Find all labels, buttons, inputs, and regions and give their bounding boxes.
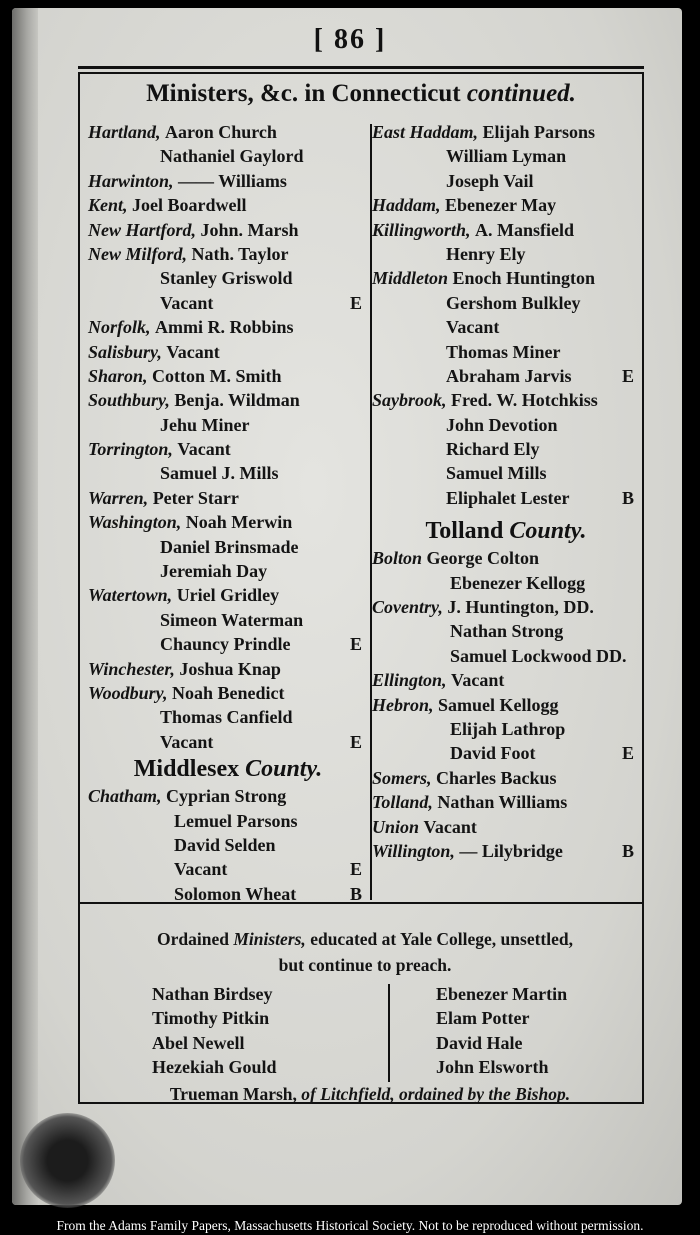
county-heading	[372, 516, 640, 546]
ordained-minister-name: Hezekiah Gould	[152, 1057, 277, 1078]
town-name: Bolton	[372, 548, 427, 569]
minister-name: Richard Ely	[446, 439, 540, 460]
minister-entry	[88, 461, 368, 485]
town-name: Sharon,	[88, 365, 153, 386]
county-name: Tolland	[425, 518, 510, 545]
minister-entry	[88, 510, 368, 534]
minister-name: Nathan Williams	[437, 792, 568, 813]
minister-name: Eliphalet Lester	[446, 487, 570, 508]
minister-name: Gershom Bulkley	[446, 292, 581, 313]
town-name: Union	[372, 816, 424, 837]
minister-entry	[88, 486, 368, 510]
town-name: Kent,	[88, 195, 133, 216]
minister-name: Thomas Canfield	[160, 707, 293, 728]
minister-entry	[372, 486, 640, 510]
minister-entry	[372, 461, 640, 485]
minister-name: David Foot	[450, 743, 536, 764]
minister-entry	[372, 741, 640, 765]
minister-entry	[372, 546, 640, 570]
minister-entry	[88, 681, 368, 705]
minister-name: Vacant	[174, 859, 228, 880]
minister-name: Vacant	[166, 341, 220, 362]
minister-name: John. Marsh	[200, 219, 299, 240]
minister-name: Noah Merwin	[185, 512, 293, 533]
minister-entry	[88, 784, 368, 808]
right-column	[372, 120, 640, 863]
top-rule	[78, 66, 644, 69]
town-name: East Haddam,	[372, 122, 483, 142]
minister-name: Chauncy Prindle	[160, 634, 291, 655]
left-column	[88, 120, 368, 906]
denomination-mark: B	[621, 487, 634, 508]
minister-entry	[372, 693, 640, 717]
minister-entry	[372, 766, 640, 790]
town-name: New Milford,	[88, 243, 192, 264]
minister-name: Cotton M. Smith	[152, 365, 282, 386]
minister-entry	[88, 437, 368, 461]
minister-entry	[372, 218, 640, 242]
town-name: Middleton	[372, 268, 453, 289]
town-name: Hartland,	[88, 122, 166, 142]
minister-entry	[372, 839, 640, 863]
minister-entry	[88, 809, 368, 833]
ordained-minister-name: Abel Newell	[152, 1032, 245, 1053]
closing-name: Trueman Marsh,	[169, 1084, 297, 1104]
minister-name: Cyprian Strong	[166, 786, 287, 807]
minister-entry	[372, 413, 640, 437]
minister-entry	[88, 705, 368, 729]
minister-entry	[88, 364, 368, 388]
town-name: Ellington,	[372, 670, 452, 691]
minister-entry	[372, 340, 640, 364]
minister-entry	[372, 571, 640, 595]
minister-entry	[88, 632, 368, 656]
minister-entry	[88, 388, 368, 412]
town-name: Willington,	[372, 840, 460, 861]
minister-name: Joshua Knap	[179, 658, 281, 679]
town-name: Woodbury,	[88, 682, 173, 703]
minister-name: Vacant	[160, 292, 214, 313]
town-name: Warren,	[88, 487, 153, 508]
minister-name: David Selden	[174, 834, 276, 855]
minister-entry	[372, 193, 640, 217]
minister-name: Ebenezer Kellogg	[450, 572, 586, 593]
minister-entry	[372, 437, 640, 461]
denomination-mark: E	[349, 859, 362, 880]
minister-name: Samuel Kellogg	[438, 694, 559, 715]
minister-name: Vacant	[446, 317, 500, 338]
minister-name: Samuel Mills	[446, 463, 547, 484]
ordained-minister-name: Ebenezer Martin	[436, 984, 568, 1004]
minister-entry	[372, 364, 640, 388]
minister-entry	[88, 291, 368, 315]
minister-entry	[88, 144, 368, 168]
ordained-heading	[100, 926, 630, 978]
town-name: Hebron,	[372, 694, 439, 715]
minister-entry	[88, 242, 368, 266]
minister-name: Charles Backus	[436, 767, 557, 788]
minister-name: Simeon Waterman	[160, 609, 304, 630]
minister-entry	[372, 144, 640, 168]
minister-entry	[372, 717, 640, 741]
ordained-line2: but continue to preach.	[278, 955, 452, 975]
denomination-mark: E	[349, 634, 362, 655]
minister-entry	[88, 730, 368, 754]
minister-entry	[372, 291, 640, 315]
minister-name: Daniel Brinsmade	[160, 536, 299, 557]
minister-name: John Devotion	[446, 414, 558, 435]
minister-name: Abraham Jarvis	[446, 365, 572, 386]
ordained-divider	[388, 984, 390, 1082]
town-name: Saybrook,	[372, 390, 452, 411]
minister-entry	[88, 413, 368, 437]
minister-name: Enoch Huntington	[452, 268, 596, 289]
minister-entry	[88, 833, 368, 857]
ordained-minister-name: John Elsworth	[436, 1057, 549, 1078]
closing-line	[100, 1084, 640, 1105]
ordained-list-left	[152, 982, 277, 1080]
page-binding-shadow	[12, 8, 38, 1205]
town-name: Norfolk,	[88, 317, 155, 338]
minister-name: — Lilybridge	[459, 840, 563, 861]
minister-name: William Lyman	[446, 146, 567, 167]
minister-name: Solomon Wheat	[174, 883, 297, 904]
ordained-minister-name: David Hale	[436, 1032, 523, 1053]
ordained-minister-name: Elam Potter	[436, 1008, 530, 1029]
minister-name: Ebenezer May	[445, 195, 557, 216]
minister-name: Peter Starr	[152, 487, 239, 508]
minister-name: Benja. Wildman	[174, 390, 300, 411]
denomination-mark: B	[621, 840, 634, 861]
title-main: Ministers, &c. in Connecticut	[146, 80, 461, 107]
minister-name: Joseph Vail	[446, 170, 534, 191]
county-name: Middlesex	[133, 756, 246, 783]
denomination-mark: B	[349, 883, 362, 904]
minister-name: George Colton	[426, 548, 540, 569]
minister-entry	[88, 315, 368, 339]
town-name: New Hartford,	[88, 219, 201, 240]
county-word: County.	[245, 756, 323, 783]
minister-entry	[88, 120, 368, 144]
minister-entry	[88, 583, 368, 607]
minister-name: Noah Benedict	[172, 682, 285, 703]
minister-name: Elijah Parsons	[482, 122, 596, 142]
minister-entry	[372, 815, 640, 839]
town-name: Tolland,	[372, 792, 438, 813]
denomination-mark: E	[621, 365, 634, 386]
minister-name: Fred. W. Hotchkiss	[451, 390, 598, 411]
minister-name: Joel Boardwell	[132, 195, 247, 216]
ink-smudge	[20, 1113, 115, 1208]
town-name: Haddam,	[372, 195, 446, 216]
ordained-minister-name: Nathan Birdsey	[152, 984, 273, 1004]
minister-name: Jehu Miner	[160, 414, 250, 435]
title-continued: continued.	[466, 80, 576, 107]
minister-name: Lemuel Parsons	[174, 810, 298, 831]
ordained-list-right	[436, 982, 567, 1080]
minister-entry	[88, 218, 368, 242]
minister-name: Ammi R. Robbins	[155, 317, 294, 338]
minister-name: Vacant	[451, 670, 505, 691]
minister-name: Stanley Griswold	[160, 268, 293, 289]
minister-entry	[88, 193, 368, 217]
town-name: Killingworth,	[372, 219, 476, 240]
minister-name: Elijah Lathrop	[450, 718, 566, 739]
page-number: [ 86 ]	[313, 24, 387, 55]
town-name: Watertown,	[88, 585, 177, 606]
denomination-mark: E	[349, 731, 362, 752]
minister-name: Vacant	[423, 816, 477, 837]
county-word: County.	[509, 518, 587, 545]
town-name: Somers,	[372, 767, 437, 788]
minister-entry	[372, 790, 640, 814]
copyright-footer: From the Adams Family Papers, Massachusetts Historical Society. Not to be reproduced without permission.	[56, 1218, 644, 1233]
minister-entry	[88, 608, 368, 632]
minister-entry	[372, 169, 640, 193]
minister-entry	[88, 169, 368, 193]
county-heading	[88, 754, 368, 784]
minister-name: J. Huntington, DD.	[447, 597, 594, 618]
minister-entry	[88, 266, 368, 290]
minister-entry	[372, 242, 640, 266]
minister-name: —— Williams	[178, 170, 287, 191]
minister-entry	[372, 388, 640, 412]
minister-name: Henry Ely	[446, 243, 526, 264]
minister-entry	[372, 644, 640, 668]
town-name: Harwinton,	[88, 170, 179, 191]
closing-text: of Litchfield, ordained by the Bishop.	[301, 1084, 571, 1104]
minister-entry	[88, 559, 368, 583]
minister-name: Thomas Miner	[446, 341, 561, 362]
minister-name: Vacant	[160, 731, 214, 752]
ordained-word: Ordained	[157, 929, 229, 949]
minister-name: Vacant	[177, 439, 231, 460]
minister-name: Aaron Church	[165, 122, 277, 142]
town-name: Chatham,	[88, 786, 167, 807]
minister-entry	[372, 595, 640, 619]
minister-entry	[88, 657, 368, 681]
minister-entry	[88, 857, 368, 881]
denomination-mark: E	[349, 292, 362, 313]
town-name: Salisbury,	[88, 341, 167, 362]
minister-name: Samuel Lockwood DD.	[450, 645, 627, 666]
minister-entry	[88, 535, 368, 559]
minister-name: Nathan Strong	[450, 621, 564, 642]
minister-name: Uriel Gridley	[176, 585, 280, 606]
minister-entry	[372, 619, 640, 643]
minister-name: Nath. Taylor	[191, 243, 289, 264]
minister-name: Samuel J. Mills	[160, 463, 279, 484]
minister-entry	[372, 120, 640, 144]
minister-entry	[88, 340, 368, 364]
town-name: Coventry,	[372, 597, 448, 618]
town-name: Winchester,	[88, 658, 180, 679]
town-name: Torrington,	[88, 439, 178, 460]
minister-name: Nathaniel Gaylord	[160, 146, 304, 167]
town-name: Southbury,	[88, 390, 175, 411]
minister-entry	[88, 882, 368, 906]
minister-name: A. Mansfield	[475, 219, 575, 240]
minister-entry	[372, 668, 640, 692]
minister-entry	[372, 315, 640, 339]
ordained-minister-name: Timothy Pitkin	[152, 1008, 270, 1029]
minister-name: Jeremiah Day	[160, 561, 268, 582]
ministers-word: Ministers,	[233, 929, 306, 949]
ordained-desc: educated at Yale College, unsettled,	[310, 929, 573, 949]
town-name: Washington,	[88, 512, 186, 533]
denomination-mark: E	[621, 743, 634, 764]
page-title	[80, 80, 642, 108]
minister-entry	[372, 266, 640, 290]
